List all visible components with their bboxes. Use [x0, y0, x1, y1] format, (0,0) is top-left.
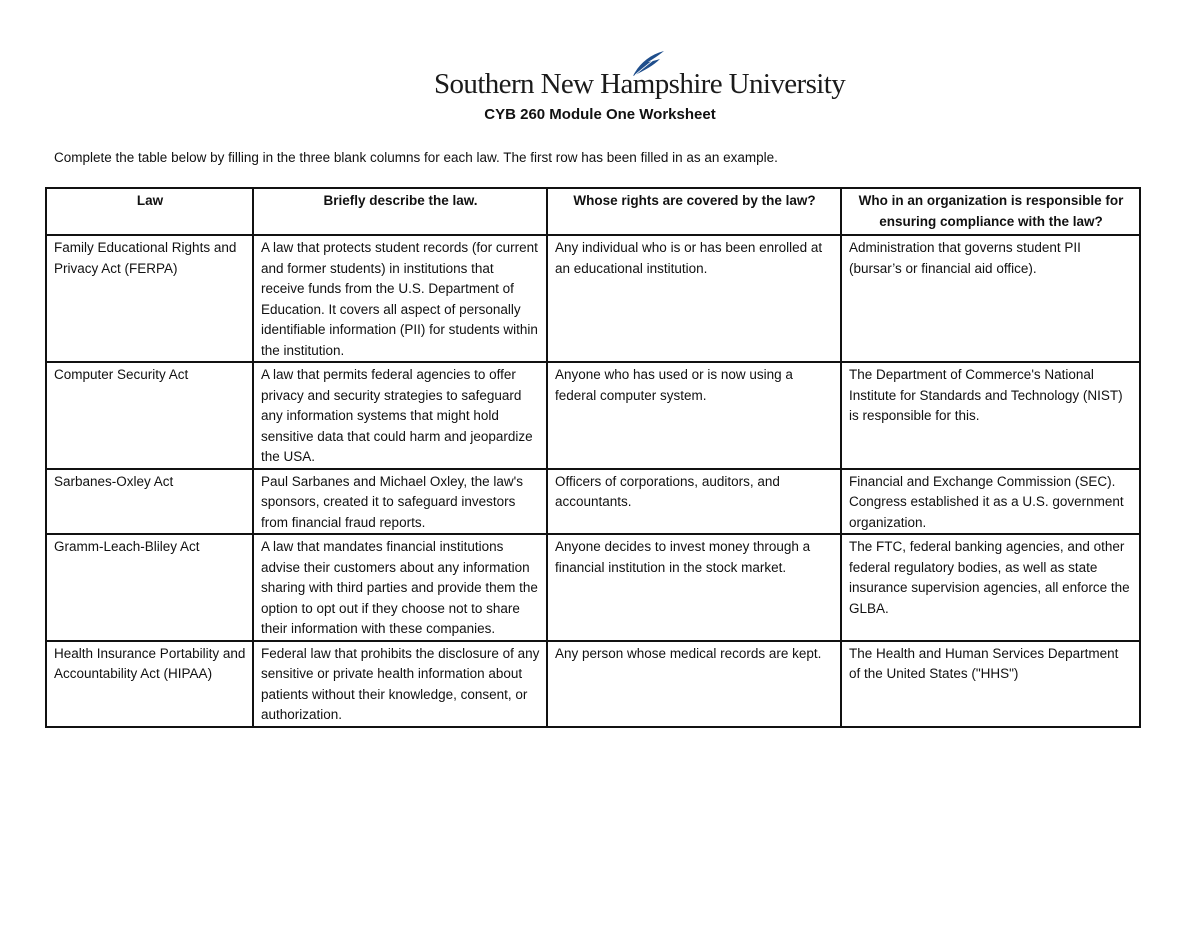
table-row — [46, 469, 1140, 535]
law-cell: Family Educational Rights and Privacy Act (FERPA) — [46, 235, 253, 362]
column-header-responsible: Who in an organization is responsible for ensuring compliance with the law? — [841, 188, 1140, 235]
description-cell: A law that mandates financial institutions advise their customers about any information sharing with third parties and provide them the option to opt out if they choose not to share their information with these companies. — [253, 534, 547, 641]
column-header-law: Law — [46, 188, 253, 235]
page-title: CYB 260 Module One Worksheet — [484, 106, 716, 123]
law-cell: Health Insurance Portability and Accountability Act (HIPAA) — [46, 641, 253, 727]
description-cell: Federal law that prohibits the disclosure of any sensitive or private health information about patients without their knowledge, consent, or authorization. — [253, 641, 547, 727]
responsible-cell: The FTC, federal banking agencies, and other federal regulatory bodies, as well as state insurance supervision agencies, all enforce the GLBA. — [841, 534, 1140, 641]
column-header-rights: Whose rights are covered by the law? — [547, 188, 841, 235]
description-cell: A law that protects student records (for current and former students) in institutions that receive funds from the U.S. Department of Education. It covers all aspect of personally identifiable information (PII) for students within the institution. — [253, 235, 547, 362]
table-row — [46, 235, 1140, 362]
table-header-row — [46, 188, 1140, 235]
feather-quill-icon — [631, 50, 665, 78]
university-logo — [430, 50, 846, 104]
column-header-description: Briefly describe the law. — [253, 188, 547, 235]
university-name: Southern New Hampshire University — [434, 68, 846, 100]
responsible-cell: The Department of Commerce's National Institute for Standards and Technology (NIST) is responsible for this. — [841, 362, 1140, 469]
laws-table — [45, 187, 1141, 728]
table-row — [46, 362, 1140, 469]
instructions-text: Complete the table below by filling in the three blank columns for each law. The first row has been filled in as an example. — [54, 150, 778, 165]
responsible-cell: Administration that governs student PII (bursar’s or financial aid office). — [841, 235, 1140, 362]
description-cell: Paul Sarbanes and Michael Oxley, the law's sponsors, created it to safeguard investors from financial fraud reports. — [253, 469, 547, 535]
law-cell: Gramm-Leach-Bliley Act — [46, 534, 253, 641]
table-row — [46, 641, 1140, 727]
law-cell: Sarbanes-Oxley Act — [46, 469, 253, 535]
description-cell: A law that permits federal agencies to offer privacy and security strategies to safeguard any information systems that might hold sensitive data that could harm and jeopardize the USA. — [253, 362, 547, 469]
law-cell: Computer Security Act — [46, 362, 253, 469]
table-row — [46, 534, 1140, 641]
rights-cell: Any individual who is or has been enrolled at an educational institution. — [547, 235, 841, 362]
rights-cell: Officers of corporations, auditors, and accountants. — [547, 469, 841, 535]
rights-cell: Anyone who has used or is now using a federal computer system. — [547, 362, 841, 469]
rights-cell: Any person whose medical records are kept. — [547, 641, 841, 727]
responsible-cell: The Health and Human Services Department of the United States ("HHS") — [841, 641, 1140, 727]
responsible-cell: Financial and Exchange Commission (SEC). Congress established it as a U.S. government organization. — [841, 469, 1140, 535]
rights-cell: Anyone decides to invest money through a financial institution in the stock market. — [547, 534, 841, 641]
